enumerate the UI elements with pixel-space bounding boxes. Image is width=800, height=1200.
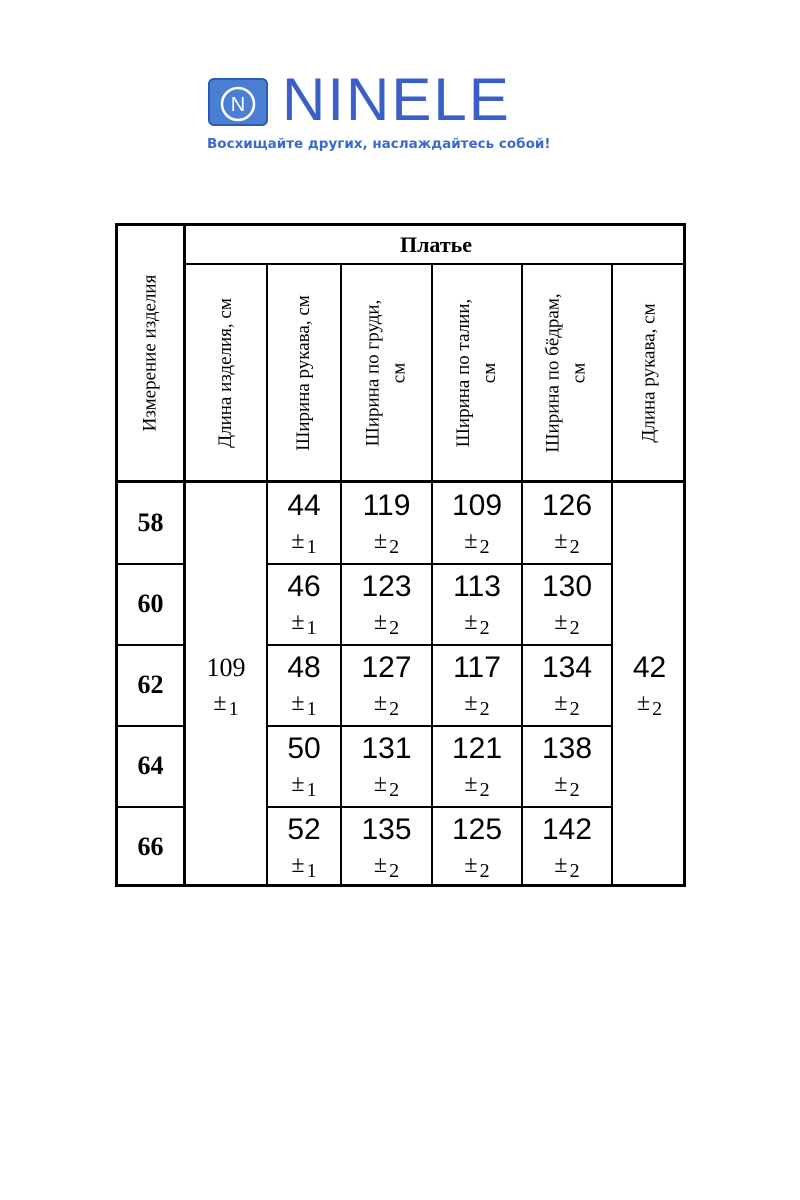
- tolerance-sign: ±: [373, 527, 388, 554]
- waist-width-cell: [433, 483, 521, 562]
- col-label: Ширина по груди,: [362, 299, 384, 446]
- size-table: [115, 223, 686, 887]
- tolerance-value: 1: [306, 778, 317, 801]
- measurement-value: 46: [287, 569, 321, 603]
- tolerance-value: 2: [479, 859, 490, 882]
- measurement-value: 126: [541, 488, 593, 522]
- tolerance-sign: ±: [464, 527, 478, 554]
- tolerance-sign: ±: [291, 608, 305, 635]
- measurement-value: 138: [541, 731, 593, 765]
- sleeve-width-cell: [268, 807, 340, 886]
- tolerance-value: 2: [479, 616, 490, 639]
- measurement-value: 134: [541, 650, 593, 684]
- col-header-waist-width: [433, 265, 521, 480]
- tolerance-sign: ±: [213, 690, 227, 716]
- sleeve-width-cell: [268, 483, 340, 562]
- hip-width-cell: [523, 564, 611, 643]
- size-cell: [118, 807, 183, 886]
- waist-width-cell: [433, 564, 521, 643]
- tolerance-value: 1: [306, 616, 317, 639]
- tolerance-sign: ±: [373, 689, 388, 716]
- tolerance-sign: ±: [554, 689, 568, 716]
- col-header-sleeve-length: [613, 265, 686, 480]
- measurement-value: 44: [287, 488, 321, 522]
- hip-width-cell: [523, 807, 611, 886]
- measurement-value: 50: [287, 731, 321, 765]
- col-header-chest-width: [342, 265, 431, 480]
- col-header-hip-width: [523, 265, 611, 480]
- brand-slogan: Восхищайте других, наслаждайтесь собой!: [207, 136, 551, 152]
- dress-length-cell: [186, 483, 266, 887]
- waist-width-cell: [433, 645, 521, 724]
- size-label: 64: [137, 750, 164, 780]
- col-label: Ширина по талии,: [453, 298, 475, 447]
- tolerance-value: 2: [389, 535, 400, 558]
- waist-width-cell: [433, 807, 521, 886]
- dress-length-value: 109: [206, 653, 246, 682]
- tolerance-sign: ±: [464, 770, 478, 797]
- chest-width-cell: [342, 483, 431, 562]
- col-label: Ширина по бёдрам,: [543, 292, 564, 453]
- measurement-value: 117: [453, 650, 501, 684]
- sleeve-length-value: 42: [632, 651, 667, 684]
- tolerance-value: 2: [569, 778, 580, 801]
- size-label: 58: [137, 507, 164, 537]
- tolerance-sign: ±: [554, 770, 568, 797]
- tolerance-sign: ±: [291, 527, 305, 554]
- tolerance-sign: ±: [373, 770, 388, 797]
- measurement-value: 125: [451, 812, 503, 846]
- col-label: Ширина рукава, см: [293, 294, 314, 451]
- tolerance-value: 1: [228, 698, 239, 720]
- tolerance-value: 2: [389, 859, 400, 882]
- tolerance-value: 2: [569, 535, 580, 558]
- tolerance-sign: ±: [464, 608, 478, 635]
- tolerance-value: 1: [306, 535, 317, 558]
- row-header-cell: [118, 226, 183, 480]
- tolerance-value: 2: [652, 698, 663, 720]
- measurement-value: 52: [287, 812, 321, 846]
- sleeve-width-cell: [268, 564, 340, 643]
- sleeve-length-cell: [613, 483, 686, 887]
- measurement-value: 135: [361, 812, 412, 846]
- tolerance-value: 2: [479, 535, 490, 558]
- tolerance-value: 2: [389, 697, 400, 720]
- logo-letter: N: [230, 94, 246, 116]
- measurement-value: 123: [361, 569, 412, 603]
- hip-width-cell: [523, 726, 611, 805]
- chest-width-cell: [342, 807, 431, 886]
- measurement-value: 109: [451, 488, 503, 522]
- tolerance-sign: ±: [291, 851, 305, 878]
- hip-width-cell: [523, 483, 611, 562]
- tolerance-value: 1: [306, 697, 317, 720]
- col-label-unit: см: [388, 362, 410, 383]
- grid-line: [611, 265, 613, 887]
- col-label: Длина изделия, см: [215, 297, 236, 448]
- col-label-unit: см: [479, 362, 501, 383]
- col-header-dress-length: [186, 265, 266, 480]
- size-cell: [118, 645, 183, 724]
- tolerance-sign: ±: [554, 527, 568, 554]
- brand-logo-icon: [208, 78, 268, 126]
- measurement-value: 142: [541, 812, 593, 846]
- chest-width-cell: [342, 645, 431, 724]
- measurement-value: 113: [453, 569, 501, 603]
- tolerance-sign: ±: [464, 851, 478, 878]
- size-label: 66: [137, 831, 164, 861]
- waist-width-cell: [433, 726, 521, 805]
- group-title-cell: [186, 226, 686, 263]
- tolerance-value: 1: [306, 859, 317, 882]
- tolerance-sign: ±: [373, 608, 388, 635]
- measurement-value: 131: [361, 731, 412, 765]
- tolerance-sign: ±: [636, 690, 651, 716]
- col-label: Длина рукава, см: [638, 302, 660, 443]
- tolerance-value: 2: [569, 859, 580, 882]
- chest-width-cell: [342, 564, 431, 643]
- tolerance-value: 2: [569, 697, 580, 720]
- row-header-label: Измерение изделия: [139, 274, 161, 432]
- size-label: 62: [137, 669, 164, 699]
- tolerance-value: 2: [389, 778, 400, 801]
- chest-width-cell: [342, 726, 431, 805]
- hip-width-cell: [523, 645, 611, 724]
- size-cell: [118, 564, 183, 643]
- col-label-unit: см: [569, 362, 590, 383]
- tolerance-value: 2: [479, 778, 490, 801]
- measurement-value: 119: [362, 488, 411, 522]
- tolerance-value: 2: [389, 616, 400, 639]
- size-cell: [118, 726, 183, 805]
- size-label: 60: [137, 588, 164, 618]
- tolerance-sign: ±: [554, 851, 568, 878]
- grid-line: [183, 226, 186, 887]
- group-title: Платье: [399, 231, 473, 257]
- tolerance-value: 2: [479, 697, 490, 720]
- measurement-value: 121: [451, 731, 503, 765]
- size-cell: [118, 483, 183, 562]
- tolerance-sign: ±: [291, 770, 305, 797]
- measurement-value: 48: [287, 650, 321, 684]
- sleeve-width-cell: [268, 645, 340, 724]
- tolerance-sign: ±: [373, 851, 388, 878]
- sleeve-width-cell: [268, 726, 340, 805]
- measurement-value: 130: [541, 569, 593, 603]
- col-header-sleeve-width: [268, 265, 340, 480]
- tolerance-value: 2: [569, 616, 580, 639]
- tolerance-sign: ±: [291, 689, 305, 716]
- brand-name: NINELE: [282, 66, 511, 133]
- tolerance-sign: ±: [464, 689, 478, 716]
- tolerance-sign: ±: [554, 608, 568, 635]
- measurement-value: 127: [361, 650, 412, 684]
